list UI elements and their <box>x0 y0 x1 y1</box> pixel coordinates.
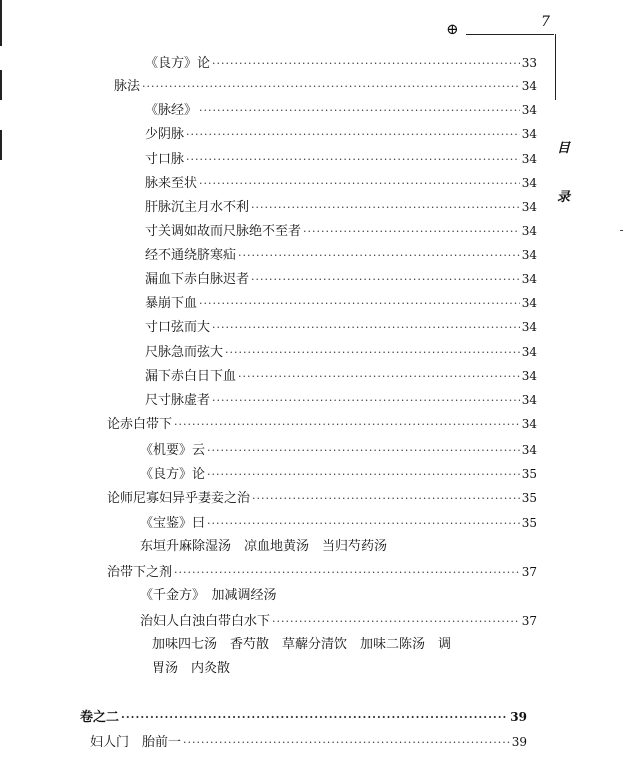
toc-title: 尺寸脉虚者 <box>145 393 211 408</box>
side-label-mu: 目 <box>557 141 571 156</box>
toc-title: 《脉经》 <box>145 103 198 118</box>
header-rule <box>466 34 554 35</box>
toc-entry <box>145 391 537 410</box>
toc-leader <box>238 247 520 265</box>
toc-leader <box>207 442 520 460</box>
toc-title: 经不通绕脐寒疝 <box>145 248 237 263</box>
side-label-lu: 录 <box>557 190 571 205</box>
toc-leader <box>186 151 520 169</box>
toc-entry <box>145 318 537 337</box>
toc-leader <box>303 223 520 241</box>
toc-title: 论师尼寡妇异乎妻妾之治 <box>107 491 251 506</box>
toc-title: 漏血下赤白脉迟者 <box>145 272 250 287</box>
toc-title: 寸口脉 <box>145 152 185 167</box>
page-number: 7 <box>541 14 550 30</box>
toc-leader <box>207 466 520 484</box>
toc-entry <box>145 246 537 265</box>
toc-page: 35 <box>521 516 537 530</box>
toc-entry <box>140 465 537 484</box>
toc-title: 脉法 <box>114 79 141 94</box>
toc-leader <box>186 126 520 144</box>
toc-leader <box>251 199 520 217</box>
toc-title: 治带下之剂 <box>107 565 173 580</box>
toc-title: 妇人门 胎前一 <box>90 735 182 750</box>
toc-continuation: 《千金方》 加减调经汤 <box>140 588 277 603</box>
toc-entry <box>145 198 537 217</box>
toc-leader <box>199 295 520 313</box>
ornament-icon: ⊕ <box>446 20 459 38</box>
toc-leader <box>212 319 520 337</box>
toc-page: 33 <box>521 56 537 70</box>
toc-entry <box>145 150 537 169</box>
toc-leader <box>251 271 520 289</box>
toc-entry <box>145 294 537 313</box>
toc-leader <box>212 55 520 73</box>
toc-entry <box>140 441 537 460</box>
toc-continuation: 东垣升麻除湿汤 凉血地黄汤 当归芍药汤 <box>140 539 388 554</box>
toc-entry <box>107 563 537 582</box>
toc-page: 34 <box>521 200 537 214</box>
side-rule <box>555 34 556 100</box>
toc-title: 脉来至状 <box>145 176 198 191</box>
edge-mark <box>620 230 623 231</box>
toc-page: 34 <box>521 320 537 334</box>
toc-leader <box>252 490 520 508</box>
toc-entry <box>140 612 537 631</box>
toc-title: 暴崩下血 <box>145 296 198 311</box>
toc-title: 漏下赤白日下血 <box>145 369 237 384</box>
toc-leader <box>199 102 520 120</box>
toc-entry <box>114 77 537 96</box>
toc-page: 39 <box>511 735 527 749</box>
toc-title: 论赤白带下 <box>107 417 173 432</box>
toc-entry <box>145 270 537 289</box>
toc-title: 卷之二 <box>80 710 120 725</box>
toc-page: 34 <box>521 152 537 166</box>
left-margin-bar <box>0 130 2 160</box>
toc-continuation: 加味四七汤 香芍散 草薢分清饮 加味二陈汤 调 <box>152 637 452 652</box>
toc-page: 37 <box>521 614 537 628</box>
toc-continuation: 胃汤 内灸散 <box>152 661 231 676</box>
toc-title: 寸关调如故而尺脉绝不至者 <box>145 224 302 239</box>
toc-leader <box>207 515 520 533</box>
toc-leader <box>225 344 520 362</box>
toc-page: 34 <box>521 296 537 310</box>
toc-entry <box>145 125 537 144</box>
toc-leader <box>142 78 520 96</box>
toc-title: 寸口弦而大 <box>145 320 211 335</box>
toc-leader <box>212 392 520 410</box>
toc-leader <box>174 416 520 434</box>
toc-leader <box>199 175 520 193</box>
toc-leader <box>183 734 510 752</box>
toc-title: 少阴脉 <box>145 127 185 142</box>
toc-title: 治妇人白浊白带白水下 <box>140 614 271 629</box>
toc-entry <box>140 514 537 533</box>
left-margin-bar <box>0 0 2 46</box>
toc-page: 34 <box>521 103 537 117</box>
toc-entry <box>90 733 527 752</box>
toc-entry <box>107 489 537 508</box>
toc-page: 34 <box>521 79 537 93</box>
toc-entry <box>145 222 537 241</box>
toc-page: 35 <box>521 491 537 505</box>
toc-page: 34 <box>521 176 537 190</box>
toc-entry <box>145 343 537 362</box>
toc-page: 34 <box>521 443 537 457</box>
toc-page: 34 <box>521 224 537 238</box>
toc-leader <box>174 564 520 582</box>
toc-page: 34 <box>521 393 537 407</box>
toc-title: 《机要》云 <box>140 443 206 458</box>
toc-page: 34 <box>521 248 537 262</box>
toc-entry <box>145 367 537 386</box>
toc-page: 34 <box>521 272 537 286</box>
toc-entry <box>145 54 537 73</box>
toc-entry <box>145 174 537 193</box>
toc-page: 34 <box>521 417 537 431</box>
toc-title: 《宝鉴》曰 <box>140 516 206 531</box>
toc-page: 35 <box>521 467 537 481</box>
toc-page: 34 <box>521 369 537 383</box>
toc-title: 《良方》论 <box>140 467 206 482</box>
left-margin-bar <box>0 70 2 100</box>
toc-page: 34 <box>521 345 537 359</box>
toc-title: 肝脉沉主月水不利 <box>145 200 250 215</box>
toc-leader <box>238 368 520 386</box>
toc-leader <box>121 709 508 727</box>
toc-page: 39 <box>510 710 527 724</box>
toc-title: 尺脉急而弦大 <box>145 345 224 360</box>
toc-title: 《良方》论 <box>145 56 211 71</box>
toc-leader <box>272 613 520 631</box>
toc-page: 37 <box>521 565 537 579</box>
toc-page: 34 <box>521 127 537 141</box>
toc-entry <box>107 415 537 434</box>
toc-entry <box>145 101 537 120</box>
toc-chapter <box>80 708 527 727</box>
